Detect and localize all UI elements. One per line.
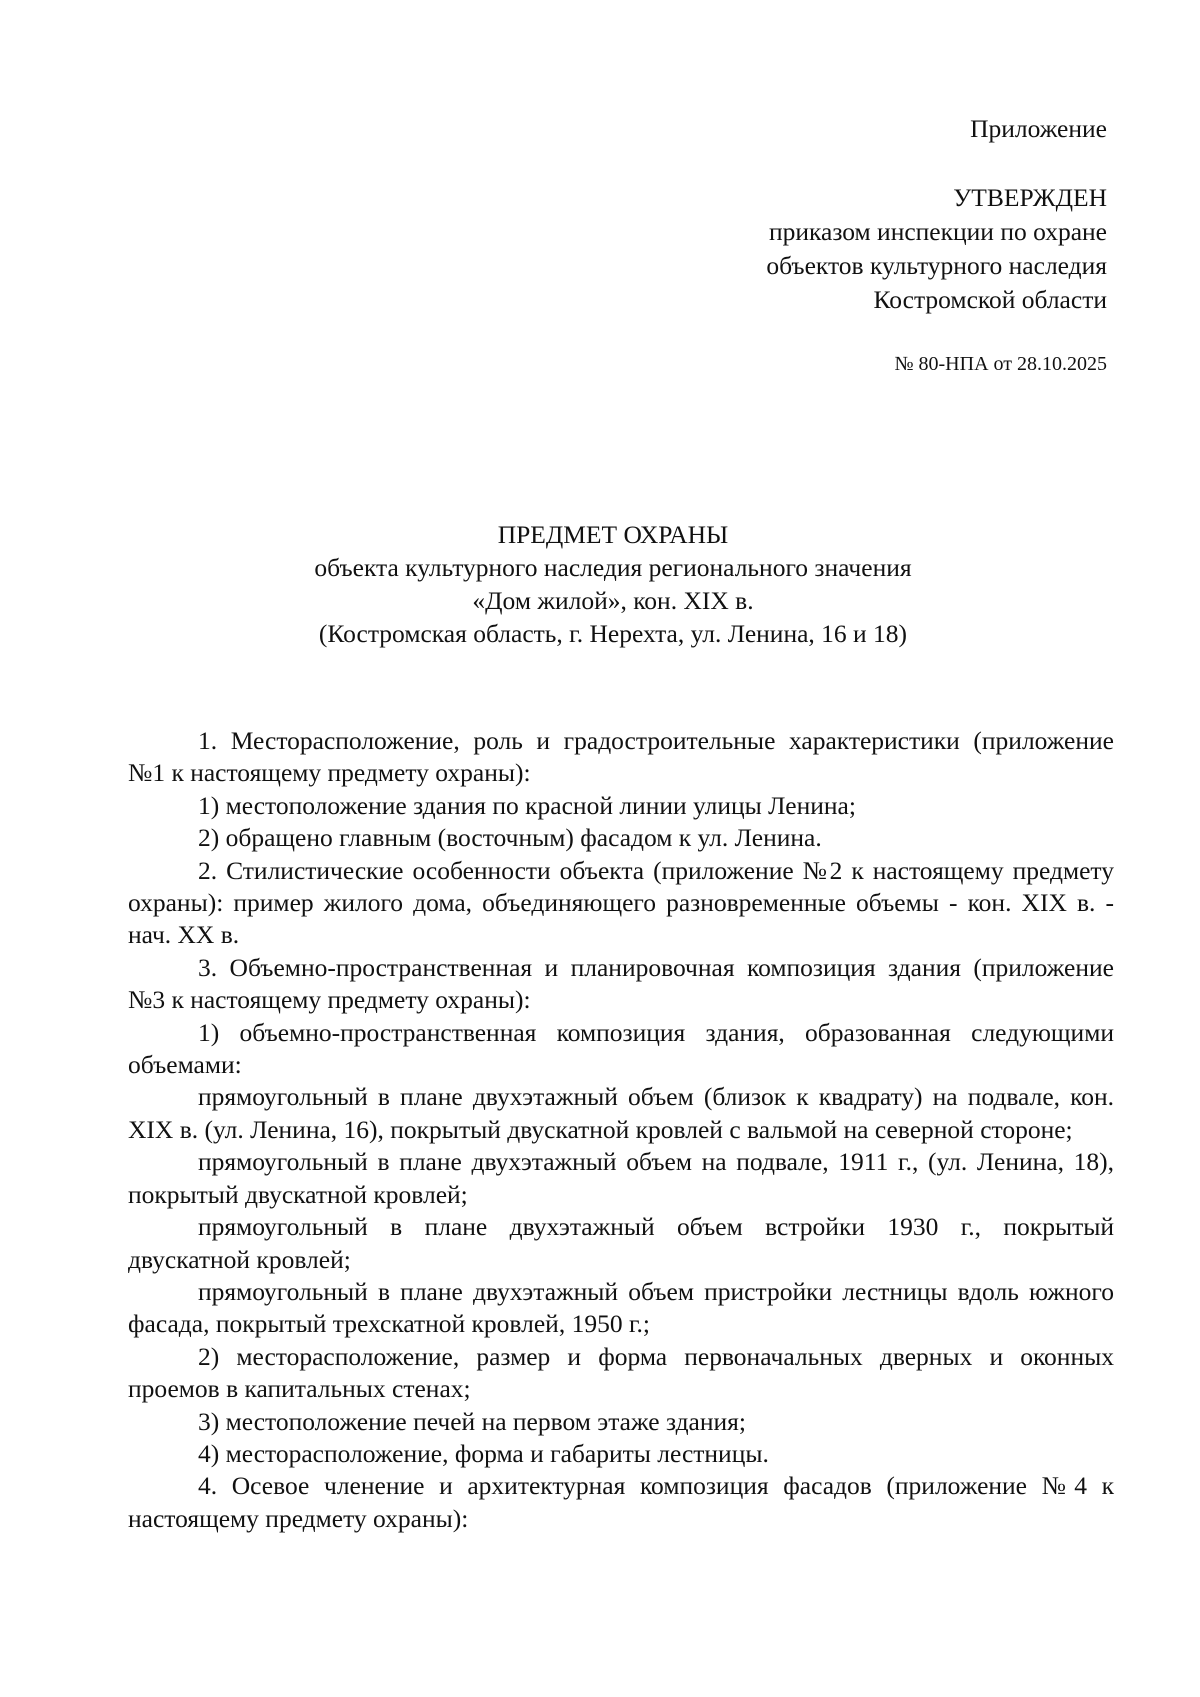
order-line: Костромской области bbox=[873, 285, 1107, 314]
paragraph: прямоугольный в плане двухэтажный объем на подвале, 1911 г., (ул. Ленина, 18), покрытый двускатной кровлей; bbox=[128, 1147, 1114, 1209]
order-line: приказом инспекции по охране bbox=[768, 217, 1107, 246]
paragraph: 2. Стилистические особенности объекта (приложение №2 к настоящему предмету охраны): пример жилого дома, объединяющего разновременные объемы - кон. XIX в. - нач. XX в. bbox=[128, 855, 1114, 950]
approved-label: УТВЕРЖДЕН bbox=[953, 183, 1107, 212]
paragraph: 4. Осевое членение и архитектурная композиция фасадов (приложение №4 к настоящему предмету охраны): bbox=[128, 1471, 1114, 1533]
title-line: «Дом жилой», кон. XIX в. bbox=[472, 586, 754, 615]
title-main: ПРЕДМЕТ ОХРАНЫ bbox=[497, 520, 729, 549]
title-line: объекта культурного наследия регионального значения bbox=[314, 553, 912, 582]
document-body bbox=[128, 725, 1114, 1535]
paragraph: 1) местоположение здания по красной линии улицы Ленина; bbox=[198, 790, 856, 820]
paragraph: 1. Месторасположение, роль и градостроительные характеристики (приложение №1 к настоящему предмету охраны): bbox=[128, 726, 1114, 788]
order-line: объектов культурного наследия bbox=[766, 251, 1107, 280]
order-number: № 80-НПА от 28.10.2025 bbox=[894, 353, 1107, 375]
paragraph: 1) объемно-пространственная композиция здания, образованная следующими объемами: bbox=[128, 1017, 1114, 1080]
paragraph: 2) обращено главным (восточным) фасадом к ул. Ленина. bbox=[198, 823, 822, 853]
document-title bbox=[120, 518, 1106, 650]
paragraph: прямоугольный в плане двухэтажный объем пристройки лестницы вдоль южного фасада, покрытый трехскатной кровлей, 1950 г.; bbox=[128, 1276, 1114, 1339]
approval-block bbox=[547, 112, 1107, 398]
paragraph: прямоугольный в плане двухэтажный объем (близок к квадрату) на подвале, кон. XIX в. (ул. Ленина, 16), покрытый двускатной кровлей с вальмой на северной стороне; bbox=[128, 1082, 1114, 1144]
paragraph: 3) местоположение печей на первом этаже здания; bbox=[198, 1406, 746, 1436]
title-line: (Костромская область, г. Нерехта, ул. Ленина, 16 и 18) bbox=[318, 619, 908, 648]
paragraph: прямоугольный в плане двухэтажный объем встройки 1930 г., покрытый двускатной кровлей; bbox=[128, 1212, 1114, 1274]
paragraph: 2) месторасположение, размер и форма первоначальных дверных и оконных проемов в капитальных стенах; bbox=[128, 1341, 1114, 1404]
paragraph: 4) месторасположение, форма и габариты лестницы. bbox=[198, 1438, 769, 1468]
paragraph: 3. Объемно-пространственная и планировочная композиция здания (приложение №3 к настоящему предмету охраны): bbox=[128, 952, 1114, 1015]
appendix-label: Приложение bbox=[970, 114, 1107, 143]
